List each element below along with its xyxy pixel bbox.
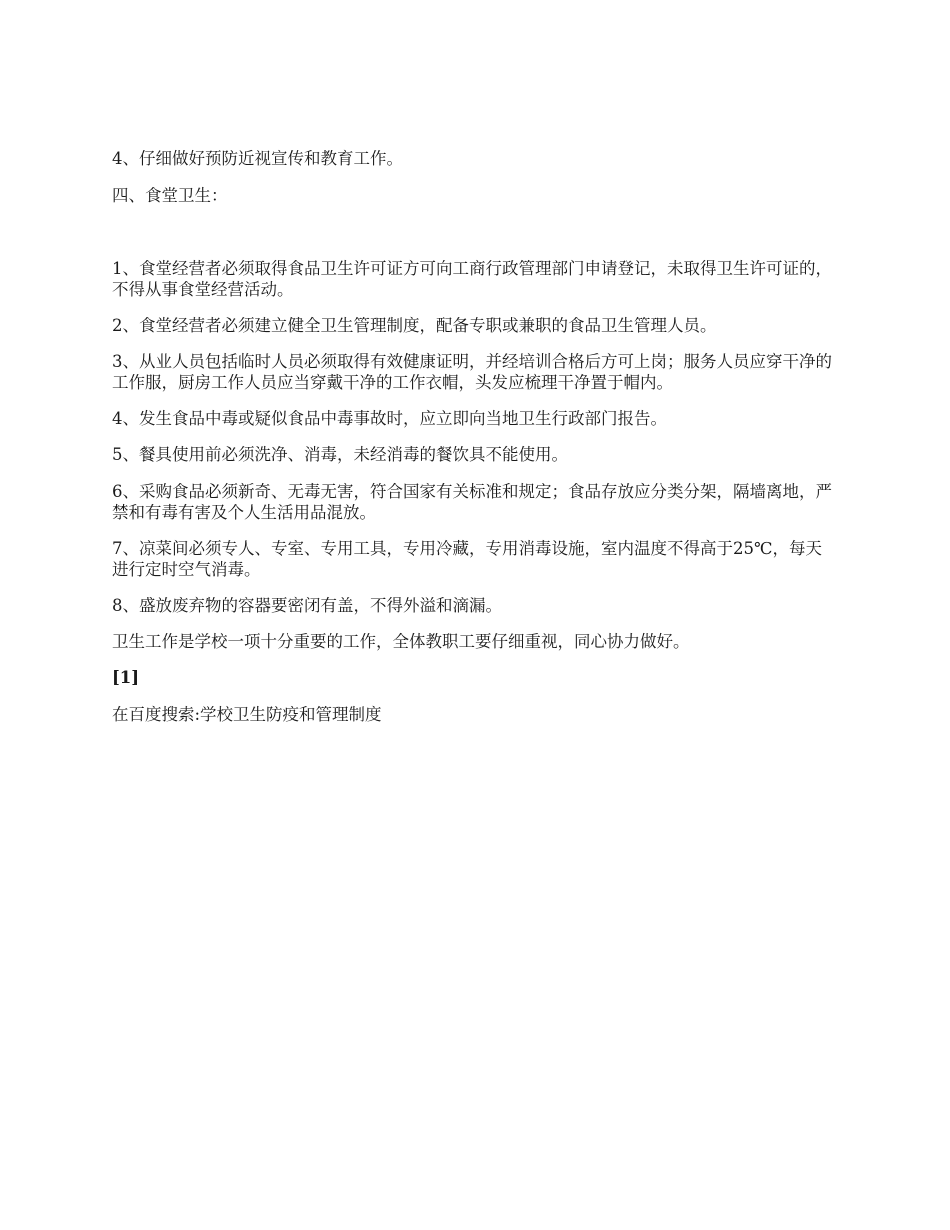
search-link[interactable]: 在百度搜索:学校卫生防疫和管理制度 xyxy=(112,705,382,724)
paragraph-canteen-license: 1、食堂经营者必须取得食品卫生许可证方可向工商行政管理部门申请登记，未取得卫生许可证的，不得从事食堂经营活动。 xyxy=(112,259,832,299)
paragraph-cold-dish-room: 7、凉菜间必须专人、专室、专用工具，专用冷藏，专用消毒设施，室内温度不得高于25℃，每天进行定时空气消毒。 xyxy=(112,539,822,579)
paragraph-myopia-education: 4、仔细做好预防近视宣传和教育工作。 xyxy=(112,149,403,168)
paragraph-tableware-disinfection: 5、餐具使用前必须洗净、消毒，未经消毒的餐饮具不能使用。 xyxy=(112,445,568,464)
paragraph-staff-health: 3、从业人员包括临时人员必须取得有效健康证明，并经培训合格后方可上岗；服务人员应穿干净的工作服，厨房工作人员应当穿戴干净的工作衣帽，头发应梳理干净置于帽内。 xyxy=(112,352,832,392)
paragraph-poisoning-report: 4、发生食品中毒或疑似食品中毒事故时，应立即向当地卫生行政部门报告。 xyxy=(112,409,667,428)
paragraph-conclusion: 卫生工作是学校一项十分重要的工作，全体教职工要仔细重视，同心协力做好。 xyxy=(112,632,690,651)
paragraph-food-procurement: 6、采购食品必须新奇、无毒无害，符合国家有关标准和规定；食品存放应分类分架，隔墙离地，严禁和有毒有害及个人生活用品混放。 xyxy=(112,482,832,522)
reference-marker[interactable]: [1] xyxy=(112,668,140,687)
paragraph-management-system: 2、食堂经营者必须建立健全卫生管理制度，配备专职或兼职的食品卫生管理人员。 xyxy=(112,316,717,335)
section-heading-canteen-hygiene: 四、食堂卫生： xyxy=(112,186,228,205)
paragraph-waste-containers: 8、盛放废弃物的容器要密闭有盖，不得外溢和滴漏。 xyxy=(112,596,502,615)
